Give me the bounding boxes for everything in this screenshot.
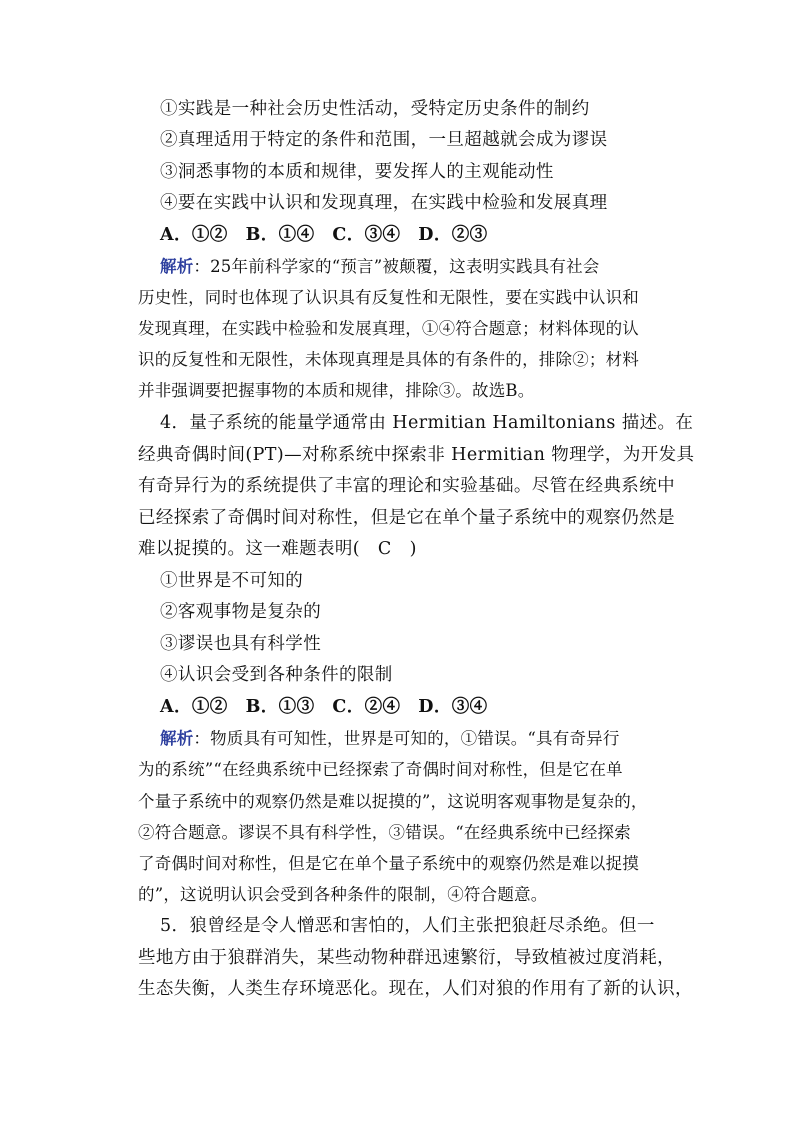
q3-explanation-line-3: 发现真理，在实践中检验和发展真理，①④符合题意；材料体现的认: [138, 319, 639, 338]
q4-stem-line-1: 4．量子系统的能量学通常由 Hermitian Hamiltonians 描述。在: [160, 413, 694, 433]
q4-explanation-line-2: 为的系统”“在经典系统中已经探索了奇偶时间对称性，但是它在单: [138, 760, 623, 779]
q3-option-2: ②真理适用于特定的条件和范围，一旦超越就会成为谬误: [160, 130, 608, 150]
q4-stem-line-3: 有奇异行为的系统提供了丰富的理论和实验基础。尽管在经典系统中: [138, 476, 675, 496]
q4-explanation-line-4: ②符合题意。谬误不具有科学性，③错误。“在经典系统中已经探索: [138, 823, 631, 842]
q4-stem-line-2: 经典奇偶时间(PT)—对称系统中探索非 Hermitian 物理学，为开发具: [138, 445, 695, 465]
q5-stem-line-1: 5．狼曾经是令人憎恶和害怕的，人们主张把狼赶尽杀绝。但一: [160, 916, 655, 936]
q3-explanation-text: ：25年前科学家的“预言”被颠覆，这表明实践具有社会: [193, 257, 600, 276]
q4-explanation-label: 解析: [160, 729, 194, 748]
q4-option-2: ②客观事物是复杂的: [160, 602, 322, 622]
q4-explanation-line-6: 的”，这说明认识会受到各种条件的限制，④符合题意。: [138, 885, 548, 904]
q5-stem-line-3: 生态失衡，人类生存环境恶化。现在，人们对狼的作用有了新的认识，: [138, 979, 693, 999]
q4-explanation-text: ：物质具有可知性，世界是可知的，①错误。“具有奇异行: [193, 729, 620, 748]
q4-explanation-line-3: 个量子系统中的观察仍然是难以捉摸的”，这说明客观事物是复杂的，: [138, 792, 648, 811]
q4-stem-line-4: 已经探索了奇偶时间对称性，但是它在单个量子系统中的观察仍然是: [138, 508, 675, 528]
q3-explanation-line-4: 识的反复性和无限性，未体现真理是具体的有条件的，排除②；材料: [138, 350, 639, 369]
q3-explanation-line-2: 历史性，同时也体现了认识具有反复性和无限性，要在实践中认识和: [138, 288, 639, 307]
q4-answer-choices: A．①② B．①③ C．②④ D．③④: [160, 697, 488, 717]
q3-answer-choices: A．①② B．①④ C．③④ D．②③: [160, 225, 488, 245]
q3-option-3: ③洞悉事物的本质和规律，要发挥人的主观能动性: [160, 162, 554, 182]
q4-explanation-line-1: [160, 727, 620, 751]
q3-explanation-line-1: [160, 255, 599, 279]
q4-stem-line-5: 难以捉摸的。这一难题表明( C ): [138, 539, 417, 559]
q3-explanation-label: 解析: [160, 257, 194, 276]
q5-stem-line-2: 些地方由于狼群消失，某些动物种群迅速繁衍，导致植被过度消耗，: [138, 948, 675, 968]
q4-explanation-line-5: 了奇偶时间对称性，但是它在单个量子系统中的观察仍然是难以捉摸: [138, 854, 639, 873]
q4-option-4: ④认识会受到各种条件的限制: [160, 665, 393, 685]
q3-explanation-line-5: 并非强调要把握事物的本质和规律，排除③。故选B。: [138, 381, 535, 400]
q4-option-1: ①世界是不可知的: [160, 571, 304, 591]
q3-option-1: ①实践是一种社会历史性活动，受特定历史条件的制约: [160, 99, 590, 119]
q4-option-3: ③谬误也具有科学性: [160, 634, 322, 654]
q3-option-4: ④要在实践中认识和发现真理，在实践中检验和发展真理: [160, 193, 608, 213]
